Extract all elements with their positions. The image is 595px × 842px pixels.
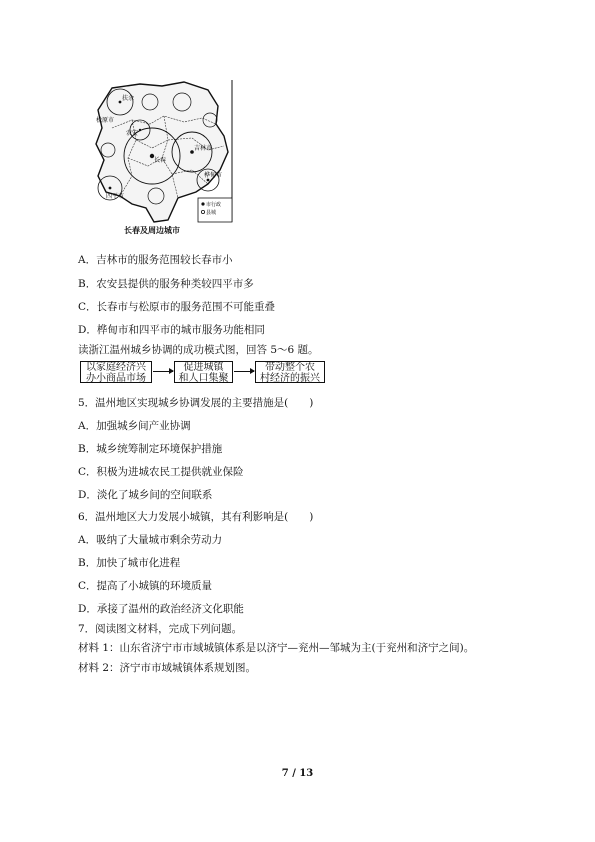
q7-stem: 7．阅读图文材料，完成下列问题。 <box>78 623 243 635</box>
flow-arrow-2 <box>234 371 254 372</box>
flow-box-2 <box>174 361 233 383</box>
q5-option-b: B．城乡统筹制定环境保护措施 <box>78 443 223 455</box>
option-c: C．长春市与松原市的服务范围不可能重叠 <box>78 301 276 313</box>
q5-option-d: D．淡化了城乡间的空间联系 <box>78 489 213 501</box>
q5-option-c: C．积极为进城农民工提供就业保险 <box>78 466 244 478</box>
q6-option-c: C．提高了小城镇的环境质量 <box>78 580 213 592</box>
city-service-map <box>92 80 235 238</box>
page-number: 7 / 13 <box>281 768 314 779</box>
map-label-changchun: 长春 <box>154 157 167 164</box>
q6-option-a: A．吸纳了大量城市剩余劳动力 <box>78 534 223 546</box>
option-a: A．吉林市的服务范围较长春市小 <box>78 254 233 266</box>
intro-q5-6: 读浙江温州城乡协调的成功模式图，回答 5～6 题。 <box>78 344 319 356</box>
map-legend-city: 市行政 <box>206 202 222 208</box>
flow-box-1-line1: 以家庭经济兴 <box>86 362 146 373</box>
flow-box-1 <box>80 361 152 383</box>
flow-arrow-1 <box>153 371 173 372</box>
wenzhou-flow-diagram <box>80 361 460 385</box>
option-d: D．桦甸市和四平市的城市服务功能相同 <box>78 324 265 336</box>
map-drawing <box>92 80 235 238</box>
map-label-jilin: 吉林市 <box>194 145 213 152</box>
q6-option-b: B．加快了城市化进程 <box>78 557 181 569</box>
flow-box-2-line2: 和人口集聚 <box>178 373 229 384</box>
flow-box-3-line2: 村经济的振兴 <box>260 373 320 384</box>
q6-option-d: D．承接了温州的政治经济文化职能 <box>78 603 244 615</box>
flow-box-3-line1: 带动整个农 <box>265 362 315 373</box>
q5-stem: 5．温州地区实现城乡协调发展的主要措施是( ) <box>78 397 314 409</box>
map-caption: 长春及周边城市 <box>124 226 180 235</box>
q5-option-a: A．加强城乡间产业协调 <box>78 420 191 432</box>
option-b: B．农安县提供的服务种类较四平市多 <box>78 278 254 290</box>
map-label-songyuan: 松原市 <box>96 117 115 124</box>
map-label-siping: 四平市 <box>106 193 125 200</box>
flow-box-1-line2: 办小商品市场 <box>86 373 146 384</box>
flow-box-2-line1: 促进城镇 <box>183 362 224 373</box>
flow-box-3 <box>255 361 325 383</box>
map-label-nongan: 农安 <box>126 130 139 137</box>
q6-stem: 6．温州地区大力发展小城镇，其有利影响是( ) <box>78 511 314 523</box>
map-label-fuyu: 扶余 <box>122 95 135 102</box>
q7-material-1: 材料 1：山东省济宁市市域城镇体系是以济宁—兖州—邹城为主(于兖州和济宁之间)。 <box>78 642 475 654</box>
map-label-huadian: 桦甸市 <box>204 172 223 179</box>
map-legend-county: 县城 <box>206 210 217 216</box>
q7-material-2: 材料 2：济宁市市域城镇体系规划图。 <box>78 662 257 674</box>
